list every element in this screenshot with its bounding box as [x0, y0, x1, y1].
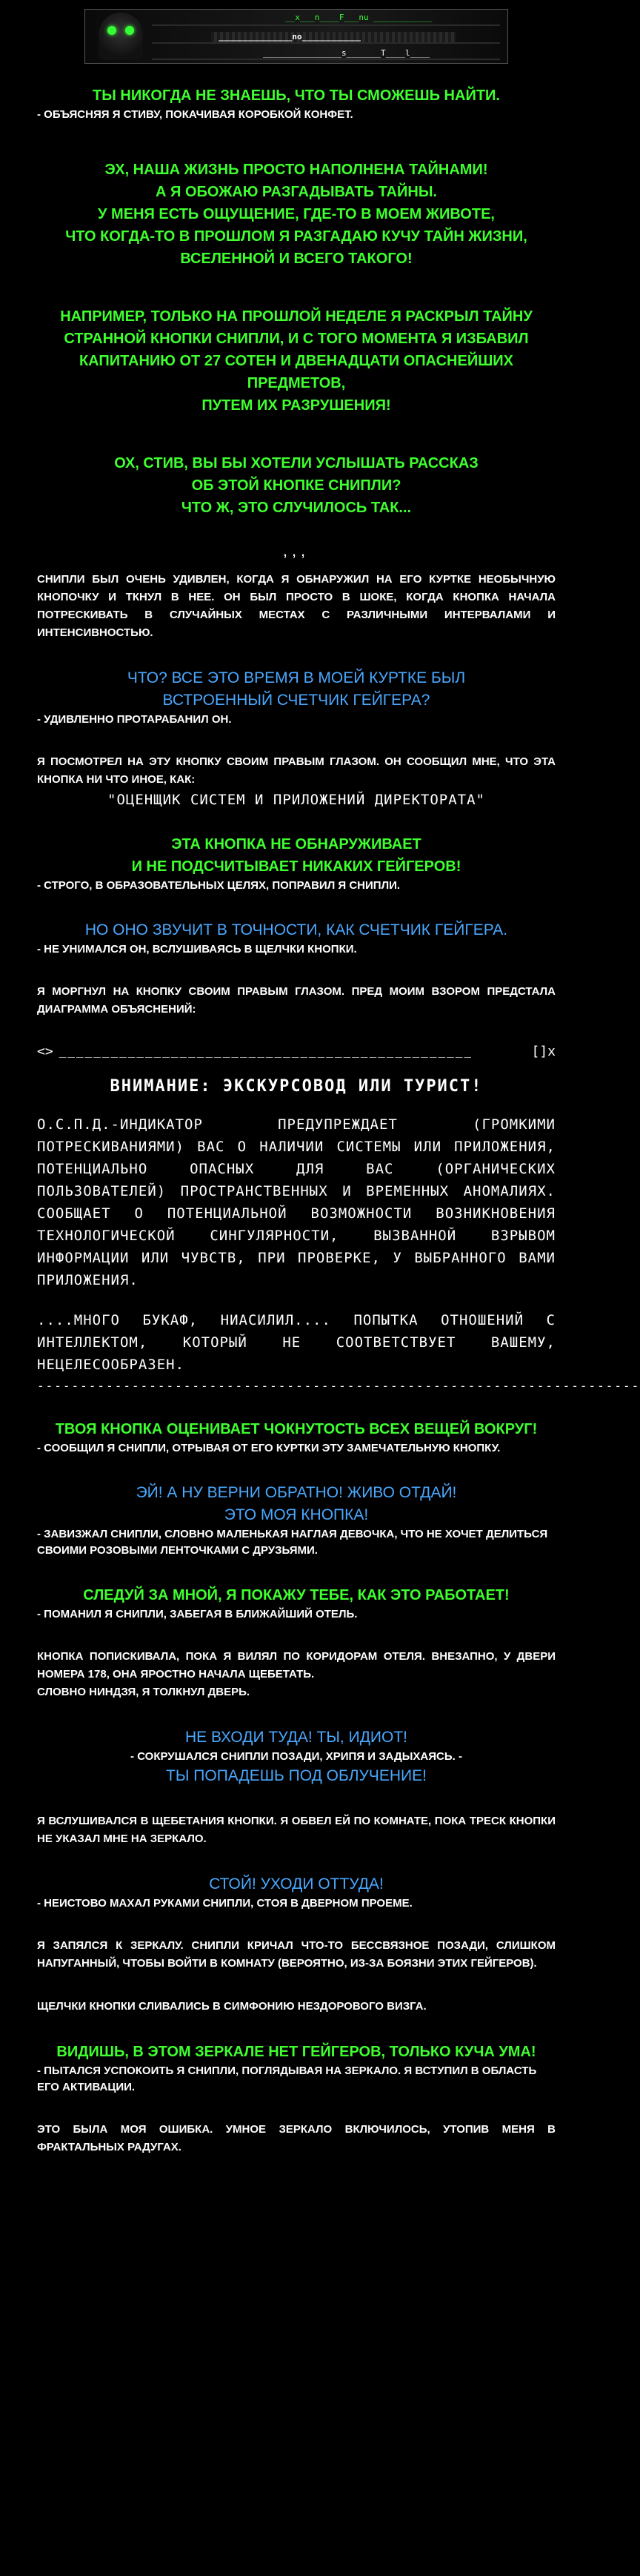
dialog-note: - НЕИСТОВО МАХАЛ РУКАМИ СНИПЛИ, СТОЯ В ДВЕРНОМ ПРОЕМЕ.: [37, 1897, 413, 1910]
separator: ,,,: [282, 541, 310, 560]
green-2: [37, 1418, 556, 1457]
paragraph-4: [37, 452, 556, 519]
narration: СЛОВНО НИНДЗЯ, Я ТОЛКНУЛ ДВЕРЬ.: [37, 1686, 250, 1698]
dashes: ________________________________________________: [59, 1044, 473, 1058]
narration: Я ПОСМОТРЕЛ НА ЭТУ КНОПКУ СВОИМ ПРАВЫМ ГЛАЗОМ. ОН СООБЩИЛ МНЕ, ЧТО ЭТА КНОПКА НИ ЧТО ИНОЕ, КАК:: [37, 755, 556, 786]
paragraph-11: [37, 1998, 556, 2016]
narration: Я ВСЛУШИВАЛСЯ В ЩЕБЕТАНИЯ КНОПКИ. Я ОБВЕЛ ЕЙ ПО КОМНАТЕ, ПОКА ТРЕСК КНОПКИ НЕ УКАЗАЛ МНЕ НА ЗЕРКАЛО.: [37, 1815, 556, 1845]
intro-block: [37, 85, 556, 123]
right-eye-icon: [125, 26, 134, 35]
blue-4: [37, 1873, 556, 1912]
narration: Я ЗАПЯЛСЯ К ЗЕРКАЛУ. СНИПЛИ КРИЧАЛ ЧТО-ТО БЕССВЯЗНОЕ ПОЗАДИ, СЛИШКОМ НАПУГАННЫЙ, ЧТОБЫ ВОЙТИ В КОМНАТУ (ВЕРОЯТНО, ИЗ-ЗА БОЯЗНИ ЭТИХ ГЕЙГЕРОВ).: [37, 1939, 556, 1970]
green-line: ПУТЕМ ИХ РАЗРУШЕНИЯ!: [201, 397, 391, 414]
comic-page: [0, 9, 640, 2576]
question-1: [37, 667, 556, 728]
green-line: ЭТА КНОПКА НЕ ОБНАРУЖИВАЕТ: [171, 836, 421, 852]
diagram: [37, 1044, 640, 1393]
green-line: А Я ОБОЖАЮ РАЗГАДЫВАТЬ ТАЙНЫ.: [156, 184, 437, 200]
paragraph-12: [37, 2121, 556, 2156]
window-controls-icon: []x: [531, 1044, 556, 1059]
green-line: У МЕНЯ ЕСТЬ ОЩУЩЕНИЕ, ГДЕ-ТО В МОЕМ ЖИВОТЕ,: [98, 206, 495, 222]
dialog-note: - ПЫТАЛСЯ УСПОКОИТЬ Я СНИПЛИ, ПОГЛЯДЫВАЯ НА ЗЕРКАЛО. Я ВСТУПИЛ В ОБЛАСТЬ ЕГО АКТИВАЦИИ.: [37, 2065, 537, 2093]
green-line: И НЕ ПОДСЧИТЫВАЕТ НИКАКИХ ГЕЙГЕРОВ!: [131, 858, 461, 875]
green-line: ВИДИШЬ, В ЭТОМ ЗЕРКАЛЕ НЕТ ГЕЙГЕРОВ, ТОЛЬКО КУЧА УМА!: [56, 2044, 536, 2060]
paragraph-8: [37, 1648, 556, 1701]
green-line: НАПРИМЕР, ТОЛЬКО НА ПРОШЛОЙ НЕДЕЛЕ Я РАСКРЫЛ ТАЙНУ: [60, 308, 533, 325]
narration: СНИПЛИ БЫЛ ОЧЕНЬ УДИВЛЕН, КОГДА Я ОБНАРУЖИЛ НА ЕГО КУРТКЕ НЕОБЫЧНУЮ КНОПОЧКУ И ТКНУЛ В НЕЕ. ОН БЫЛ ПРОСТО В ШОКЕ, КОГДА КНОПКА НАЧАЛА ПОТРЕСКИВАТЬ В СЛУЧАЙНЫХ МЕСТАХ С РАЗЛИЧНЫМИ ИНТЕРВАЛАМИ И ИНТЕНСИВНОСТЬЮ.: [37, 573, 556, 639]
header-banner: [84, 9, 508, 64]
blue-2: [37, 1482, 556, 1559]
diagram-footer-dashes: ----------------------------------------------------------------------: [37, 1379, 640, 1393]
dialog-note: - СТРОГО, В ОБРАЗОВАТЕЛЬНЫХ ЦЕЛЯХ, ПОПРАВИЛ Я СНИПЛИ.: [37, 879, 401, 892]
blue-line: НО ОНО ЗВУЧИТ В ТОЧНОСТИ, КАК СЧЕТЧИК ГЕЙГЕРА.: [84, 921, 508, 938]
green-line: КАПИТАНИЮ ОТ 27 СОТЕН И ДВЕНАДЦАТИ ОПАСНЕЙШИХ ПРЕДМЕТОВ,: [79, 353, 514, 391]
intro-line: ТЫ НИКОГДА НЕ ЗНАЕШЬ, ЧТО ТЫ СМОЖЕШЬ НАЙТИ.: [93, 87, 500, 104]
dialog-note: - УДИВЛЕННО ПРОТАРАБАНИЛ ОН.: [37, 713, 232, 726]
intro-note: - ОБЪЯСНЯЯ Я СТИВУ, ПОКАЧИВАЯ КОРОБКОЙ КОНФЕТ.: [37, 108, 353, 121]
dialog-note: - НЕ УНИМАЛСЯ ОН, ВСЛУШИВАЯСЬ В ЩЕЛЧКИ КНОПКИ.: [37, 943, 357, 956]
green-3: [37, 1584, 556, 1623]
paragraph-3: [37, 305, 556, 417]
blue-line: ЭТО МОЯ КНОПКА!: [224, 1506, 369, 1523]
banner-strip: [152, 24, 500, 26]
green-line: СТРАННОЙ КНОПКИ СНИПЛИ, И С ТОГО МОМЕНТА Я ИЗБАВИЛ: [64, 331, 529, 347]
paragraph-2: [37, 159, 556, 270]
blue-line: ЧТО? ВСЕ ЭТО ВРЕМЯ В МОЕЙ КУРТКЕ БЫЛ: [127, 669, 466, 686]
green-line: ЧТО Ж, ЭТО СЛУЧИЛОСЬ ТАК...: [181, 500, 412, 516]
blue-line: НЕ ВХОДИ ТУДА! ТЫ, ИДИОТ!: [184, 1729, 408, 1746]
blue-line: ЭЙ! А НУ ВЕРНИ ОБРАТНО! ЖИВО ОТДАЙ!: [136, 1484, 457, 1501]
narration: Я МОРГНУЛ НА КНОПКУ СВОИМ ПРАВЫМ ГЛАЗОМ. ПРЕД МОИМ ВЗОРОМ ПРЕДСТАЛА ДИАГРАММА ОБЪЯСНЕНИЙ:: [37, 985, 556, 1016]
dialog-note: - СООБЩИЛ Я СНИПЛИ, ОТРЫВАЯ ОТ ЕГО КУРТКИ ЭТУ ЗАМЕЧАТЕЛЬНУЮ КНОПКУ.: [37, 1442, 501, 1454]
paragraph-10: [37, 1937, 556, 1973]
paragraph-7: [37, 983, 556, 1019]
dialog-note: - ЗАВИЗЖАЛ СНИПЛИ, СЛОВНО МАЛЕНЬКАЯ НАГЛАЯ ДЕВОЧКА, ЧТО НЕ ХОЧЕТ ДЕЛИТЬСЯ СВОИМИ РОЗОВЫМИ ЛЕНТОЧКАМИ С ДРУЗЬЯМИ.: [37, 1528, 548, 1557]
blue-1: [37, 919, 556, 958]
green-line: ОБ ЭТОЙ КНОПКЕ СНИПЛИ?: [191, 477, 401, 494]
diagram-title: ВНИМАНИЕ: ЭКСКУРСОВОД ИЛИ ТУРИСТ!: [110, 1077, 483, 1096]
narration: КНОПКА ПОПИСКИВАЛА, ПОКА Я ВИЛЯЛ ПО КОРИДОРАМ ОТЕЛЯ. ВНЕЗАПНО, У ДВЕРИ НОМЕРА 178, ОНА ЯРОСТНО НАЧАЛА ЩЕБЕТАТЬ.: [37, 1650, 556, 1681]
blue-line: СТОЙ! УХОДИ ОТТУДА!: [209, 1875, 384, 1893]
green-1: [37, 833, 556, 894]
banner-strip: [152, 59, 500, 60]
narration: ЭТО БЫЛА МОЯ ОШИБКА. УМНОЕ ЗЕРКАЛО ВКЛЮЧИЛОСЬ, УТОПИВ МЕНЯ В ФРАКТАЛЬНЫХ РАДУГАХ.: [37, 2123, 556, 2153]
code-icon: <>: [37, 1044, 53, 1059]
paragraph-5: [37, 571, 556, 642]
blue-line: ТЫ ПОПАДЕШЬ ПОД ОБЛУЧЕНИЕ!: [166, 1767, 427, 1784]
diagram-header: [37, 1044, 556, 1059]
banner-strip: [152, 42, 500, 44]
green-line: ЧТО КОГДА-ТО В ПРОШЛОМ Я РАЗГАДАЮ КУЧУ ТАЙН ЖИЗНИ,: [65, 228, 527, 245]
blue-line: ВСТРОЕННЫЙ СЧЕТЧИК ГЕЙГЕРА?: [162, 692, 430, 709]
banner-tag: ________________s_______T____l____: [263, 48, 430, 58]
quote-line: "ОЦЕНЩИК СИСТЕМ И ПРИЛОЖЕНИЙ ДИРЕКТОРАТА": [107, 792, 485, 808]
banner-tag: __x___n____F___nu ____________: [285, 13, 433, 22]
diagram-text-2: ....МНОГО БУКАФ, НИАСИЛИЛ.... ПОПЫТКА ОТНОШЕНИЙ С ИНТЕЛЛЕКТОМ, КОТОРЫЙ НЕ СООТВЕТСТВУЕТ ВАШЕМУ, НЕЦЕЛЕСООБРАЗЕН.: [37, 1312, 556, 1373]
green-line: ОХ, СТИВ, ВЫ БЫ ХОТЕЛИ УСЛЫШАТЬ РАССКАЗ: [114, 455, 479, 471]
dialog-note: - ПОМАНИЛ Я СНИПЛИ, ЗАБЕГАЯ В БЛИЖАЙШИЙ ОТЕЛЬ.: [37, 1608, 358, 1620]
banner-tag: _______________no____________: [219, 32, 361, 42]
gasmask-face-icon: [99, 13, 143, 60]
green-line: ЭХ, НАША ЖИЗНЬ ПРОСТО НАПОЛНЕНА ТАЙНАМИ!: [104, 162, 488, 178]
dialog-note: - СОКРУШАЛСЯ СНИПЛИ ПОЗАДИ, ХРИПЯ И ЗАДЫХАЯСЬ. -: [130, 1750, 462, 1763]
green-line: ВСЕЛЕННОЙ И ВСЕГО ТАКОГО!: [180, 251, 413, 267]
left-eye-icon: [107, 26, 116, 35]
diagram-text: О.С.П.Д.-ИНДИКАТОР ПРЕДУПРЕЖДАЕТ (ГРОМКИМИ ПОТРЕСКИВАНИЯМИ) ВАС О НАЛИЧИИ СИСТЕМЫ ИЛИ ПРИЛОЖЕНИЯ, ПОТЕНЦИАЛЬНО ОПАСНЫХ ДЛЯ ВАС (ОРГАНИЧЕСКИХ ПОЛЬЗОВАТЕЛЕЙ) ПРОСТРАНСТВЕННЫХ И ВРЕМЕННЫХ АНОМАЛИЯХ. СООБЩАЕТ О ПОТЕНЦИАЛЬНОЙ ВОЗМОЖНОСТИ ВОЗНИКНОВЕНИЯ ТЕХНОЛОГИЧЕСКОЙ СИНГУЛЯРНОСТИ, ВЫЗВАННОЙ ВЗРЫВОМ ИНФОРМАЦИИ ИЛИ ЧУВСТВ, ПРИ ПРОВЕРКЕ, У ВЫБРАННОГО ВАМИ ПРИЛОЖЕНИЯ.: [37, 1116, 556, 1288]
green-4: [37, 2041, 556, 2096]
narration: ЩЕЛЧКИ КНОПКИ СЛИВАЛИСЬ В СИМФОНИЮ НЕЗДОРОВОГО ВИЗГА.: [37, 2000, 427, 2013]
green-line: СЛЕДУЙ ЗА МНОЙ, Я ПОКАЖУ ТЕБЕ, КАК ЭТО РАБОТАЕТ!: [83, 1587, 510, 1603]
paragraph-9: [37, 1812, 556, 1848]
blue-3: [37, 1726, 556, 1787]
paragraph-6: [37, 753, 556, 808]
green-line: ТВОЯ КНОПКА ОЦЕНИВАЕТ ЧОКНУТОСТЬ ВСЕХ ВЕЩЕЙ ВОКРУГ!: [55, 1421, 538, 1437]
